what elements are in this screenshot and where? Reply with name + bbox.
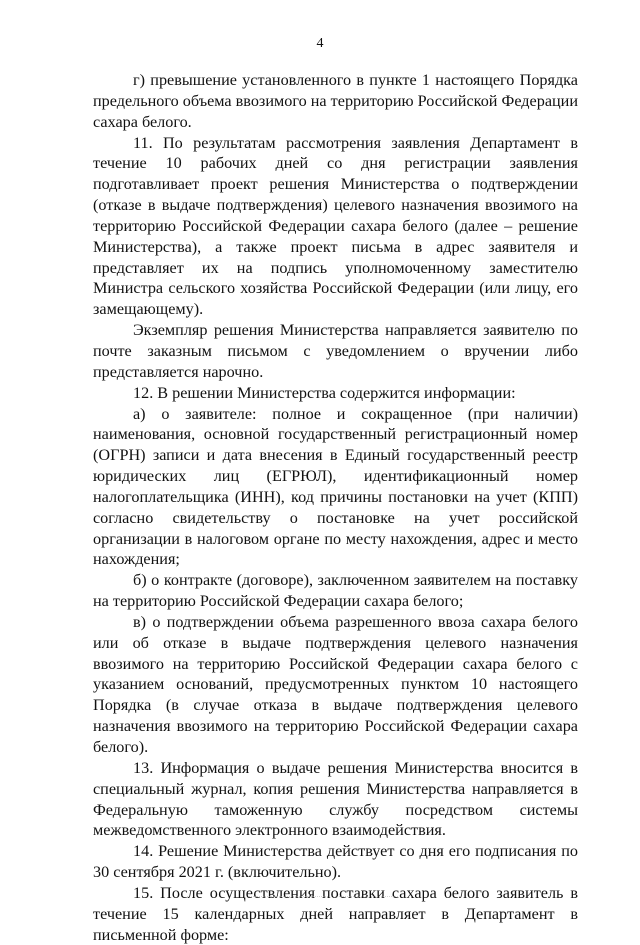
paragraph-11: 11. По результатам рассмотрения заявления Департамент в течение 10 рабочих дней со дня регистрации заявления подготавливает проект решения Министерства о подтверждении (отказе в выдаче подтверждения) целевого назначения ввозимого на территорию Российской Федерации сахара белого (далее – решение Министерства), а также проект письма в адрес заявителя и представляет их на подпись уполномоченному заместителю Министра сельского хозяйства Российской Федерации (или лицу, его замещающему). bbox=[93, 133, 578, 319]
paragraph-12: 12. В решении Министерства содержится информации: bbox=[133, 383, 516, 402]
document-body bbox=[93, 70, 578, 945]
scan-artifact bbox=[248, 896, 398, 901]
paragraph-12-item-v: в) о подтверждении объема разрешенного ввоза сахара белого или об отказе в выдаче подтверждения целевого назначения ввозимого на территорию Российской Федерации сахара белого с указанием оснований, предусмотренных пунктом 10 настоящего Порядка (в случае отказа в выдаче подтверждения целевого назначения ввозимого на территорию Российской Федерации сахара белого). bbox=[93, 612, 578, 756]
paragraph-15: 15. После осуществления поставки сахара белого заявитель в течение 15 календарных дней направляет в Департамент в письменной форме: bbox=[93, 883, 578, 944]
paragraph-12-item-b: б) о контракте (договоре), заключенном заявителем на поставку на территорию Российской Федерации сахара белого; bbox=[93, 571, 578, 611]
paragraph-12-item-a: а) о заявителе: полное и сокращенное (при наличии) наименования, основной государственный регистрационный номер (ОГРН) записи и дата внесения в Единый государственный реестр юридических лиц (ЕГРЮЛ), идентификационный номер налогоплательщика (ИНН), код причины постановки на учет (КПП) согласно свидетельству о постановке на учет российской организации в налоговом органе по месту нахождения, адрес и место нахождения; bbox=[93, 404, 578, 569]
paragraph-item-g: г) превышение установленного в пункте 1 настоящего Порядка предельного объема ввозимого на территорию Российской Федерации сахара белого. bbox=[93, 71, 578, 131]
paragraph-13: 13. Информация о выдаче решения Министерства вносится в специальный журнал, копия решения Министерства направляется в Федеральную таможенную службу посредством системы межведомственного электронного взаимодействия. bbox=[93, 758, 578, 840]
paragraph-14: 14. Решение Министерства действует со дня его подписания по 30 сентября 2021 г. (включительно). bbox=[93, 842, 578, 882]
page-number: 4 bbox=[316, 36, 324, 51]
paragraph-11-copy-delivery: Экземпляр решения Министерства направляется заявителю по почте заказным письмом с уведомлением о вручении либо представляется нарочно. bbox=[93, 321, 578, 381]
